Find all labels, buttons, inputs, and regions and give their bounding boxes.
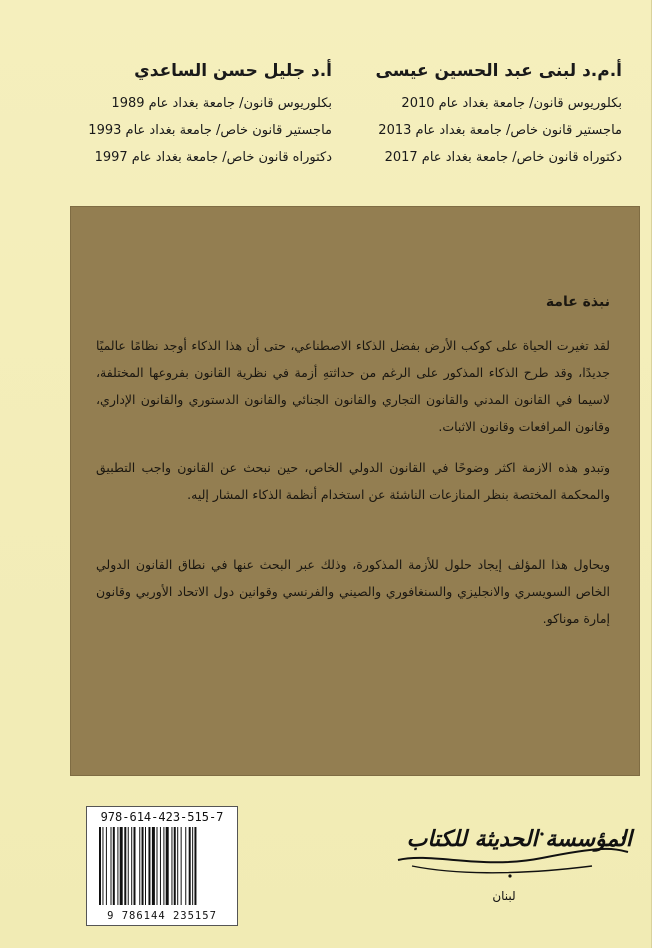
publisher-name: المؤسسة الحديثة للكتاب	[406, 826, 632, 852]
summary-paragraph: وتبدو هذه الازمة اكثر وضوحًا في القانون الدولي الخاص، حين نبحث عن القانون واجب التطبيق والمحكمة المختصة بنظر المنازعات الناشئة عن استخدام أنظمة الذكاء المشار إليه.	[96, 460, 610, 502]
author-degree: بكلوريوس قانون/ جامعة بغداد عام 2010	[401, 96, 622, 111]
publisher-logo	[392, 822, 632, 882]
author-name: أ.م.د لبنى عبد الحسين عيسى	[375, 61, 622, 81]
isbn-number: 978-614-423-515-7	[100, 810, 224, 824]
barcode-digits: 9 786144 235157	[107, 910, 217, 922]
author-degree: ماجستير قانون خاص/ جامعة بغداد عام 1993	[88, 123, 332, 138]
author-name: أ.د جليل حسن الساعدي	[134, 61, 332, 81]
summary-paragraph: ويحاول هذا المؤلف إيجاد حلول للأزمة المذكورة، وذلك عبر البحث عنها في نطاق القانون الدولي الخاص السويسري والانجليزي والسنغافوري والصيني والفرنسي وقوانين دول الاتحاد الأوربي وقانون إمارة موناكو.	[96, 557, 610, 626]
barcode-bars	[99, 827, 227, 905]
summary-paragraph: لقد تغيرت الحياة على كوكب الأرض بفضل الذكاء الاصطناعي، حتى أن هذا الذكاء أوجد نظامًا عالميًا جديدًا، وقد طرح الذكاء المذكور على الرغم من حداثتهِ أزمة في نظرية القانون بفروعها المختلفة، لاسيما في القانون المدني والقانون التجاري والقانون الجنائي والقانون الدستوري والقانون الإداري، وقانون المرافعات وقانون الاثبات.	[96, 338, 610, 434]
author-degree: ماجستير قانون خاص/ جامعة بغداد عام 2013	[378, 123, 622, 138]
isbn-barcode	[86, 806, 238, 926]
summary-heading: نبذة عامة	[545, 294, 610, 310]
author-degree: بكلوريوس قانون/ جامعة بغداد عام 1989	[111, 96, 332, 111]
author-block-1	[330, 56, 622, 171]
publisher-city: لبنان	[492, 889, 516, 903]
author-degree: دكتوراه قانون خاص/ جامعة بغداد عام 1997	[94, 150, 332, 165]
author-degree: دكتوراه قانون خاص/ جامعة بغداد عام 2017	[384, 150, 622, 165]
summary-panel	[70, 206, 640, 776]
author-block-2	[40, 56, 332, 171]
